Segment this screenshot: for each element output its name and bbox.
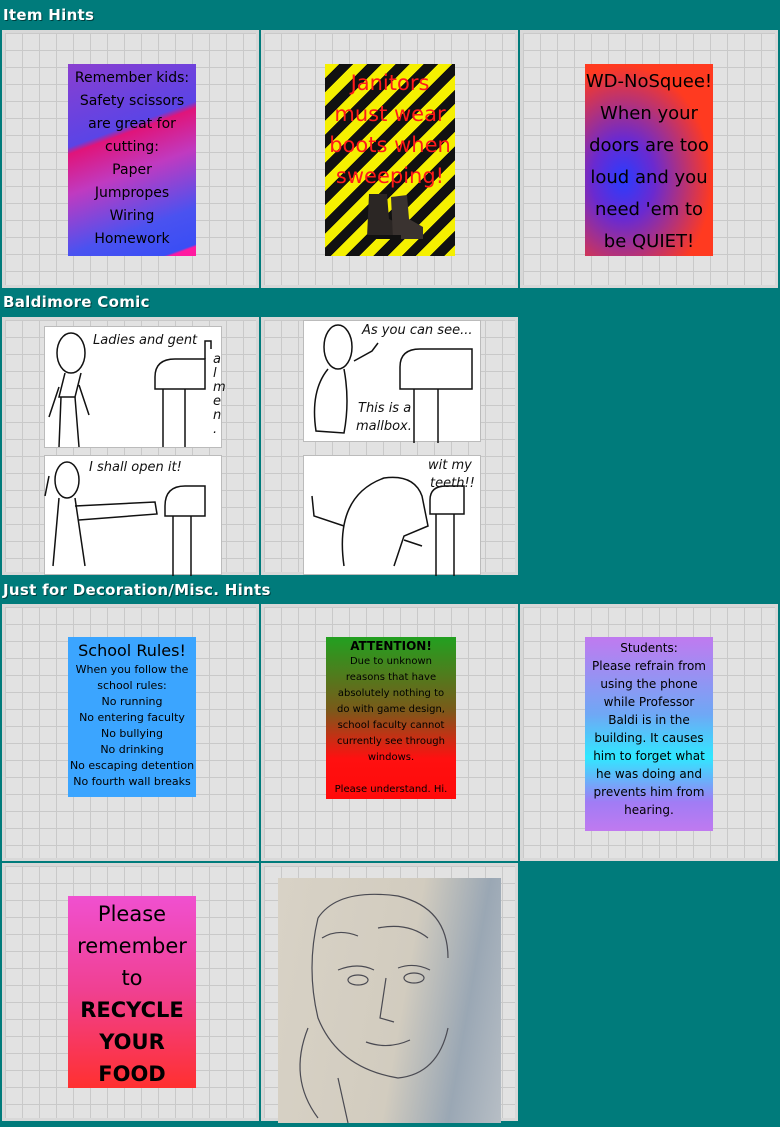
phone-line: Baldi is in the [608,713,690,727]
section-header-comic: Baldimore Comic [3,293,150,311]
comic-1-vertical [213,353,226,437]
attention-line: absolutely nothing to [337,688,445,699]
phone-line: Students: [620,641,678,655]
comic-1-letter: a [213,352,221,367]
scissors-line: Remember kids: [74,70,190,86]
comic-2-speech: As you can see... [362,323,473,338]
recycle-line: Please [97,902,167,926]
comic-1-letter: e [213,394,221,409]
attention-line: reasons that have [345,672,437,683]
recycle-line: to [121,966,143,990]
portrait-sketch [278,878,501,1123]
scissors-line: are great for [88,116,176,132]
comic-panel-2 [303,320,481,442]
comic-1-letter: l [213,366,217,381]
comic-panel-3 [44,455,222,575]
phone-line: prevents him from [593,785,705,799]
tile-attention [261,604,518,861]
comic-1-letter: m [213,380,226,395]
tile-scissors [2,30,259,288]
recycle-line: remember [77,934,187,958]
recycle-line-bold: RECYCLE [80,998,184,1022]
recycle-line-bold: YOUR [99,1030,165,1054]
attention-line: do with game design, [337,704,445,715]
tile-comic-right [261,317,518,575]
comic-2-caption-1: This is a [358,401,412,416]
attention-line: Please understand. Hi. [334,784,448,795]
nosquee-line: doors are too [589,135,709,156]
poster-phone [585,637,713,831]
janitors-text: Janitors must wear boots when sweeping! [329,71,451,188]
tile-phone [520,604,778,861]
section-header-item-hints: Item Hints [3,6,95,24]
boots-icon [361,189,431,244]
tile-school-rules [2,604,259,861]
phone-line: he was doing and [596,767,702,781]
comic-1-letter: . [213,422,218,437]
scissors-line: Homework [94,231,170,247]
comic-panel-1 [44,326,226,448]
comic-1-letter: n [213,408,222,423]
rules-list [68,662,196,790]
scissors-line: cutting: [105,139,159,155]
rules-line: school rules: [97,679,167,692]
attention-body [326,654,456,798]
comic-4-speech-2: teeth!! [430,476,475,491]
comic-3-speech: I shall open it! [89,460,182,475]
poster-janitors-boots [325,64,455,256]
rules-line: No escaping detention [69,759,195,772]
comic-1-speech: Ladies and gent [93,333,198,348]
nosquee-line: When your [600,103,698,124]
comic-panel-4-drawing [304,456,482,576]
phone-line: while Professor [603,695,695,709]
rules-title: School Rules! [78,641,186,660]
nosquee-line: be QUIET! [603,231,695,252]
portrait-drawing [278,878,501,1123]
poster-school-rules [68,637,196,797]
tile-recycle [2,863,259,1121]
nosquee-line: loud and you [590,167,708,188]
tile-nosquee [520,30,778,288]
comic-4-speech-1: wit my [428,458,472,473]
section-header-decoration: Just for Decoration/Misc. Hints [3,581,271,599]
scissors-line: Wiring [109,208,155,224]
attention-line: Due to unknown [349,656,433,667]
scissors-line: Jumpropes [94,185,170,201]
phone-line: using the phone [600,677,698,691]
phone-line: building. It causes [594,731,704,745]
poster-wd-nosquee [585,64,713,256]
scissors-line: Paper [112,162,152,178]
rules-line: No drinking [100,743,164,756]
rules-line: When you follow the [75,663,189,676]
rules-line: No running [101,695,163,708]
tile-portrait [261,863,518,1121]
attention-line: currently see through [337,736,445,747]
scissors-line: Safety scissors [79,93,185,109]
attention-line [326,766,456,782]
comic-panel-4 [303,455,481,575]
nosquee-line: WD-NoSquee! [585,71,713,92]
attention-line: windows. [367,752,415,763]
attention-title: ATTENTION! [350,639,432,653]
rules-line: No entering faculty [79,711,185,724]
phone-line: him to forget what [593,749,705,763]
phone-line: hearing. [624,803,674,817]
poster-attention [326,637,456,799]
recycle-line-bold: FOOD [98,1062,166,1086]
nosquee-line: need 'em to [594,199,704,220]
rules-line: No bullying [100,727,164,740]
comic-2-caption-2: mallbox. [356,419,412,434]
attention-line: school faculty cannot [337,720,445,731]
poster-recycle-food [68,896,196,1088]
tile-janitors [261,30,518,288]
phone-line: Please refrain from [592,659,706,673]
rules-line: No fourth wall breaks [73,775,191,788]
tile-comic-left [2,317,259,575]
poster-safety-scissors [68,64,196,256]
